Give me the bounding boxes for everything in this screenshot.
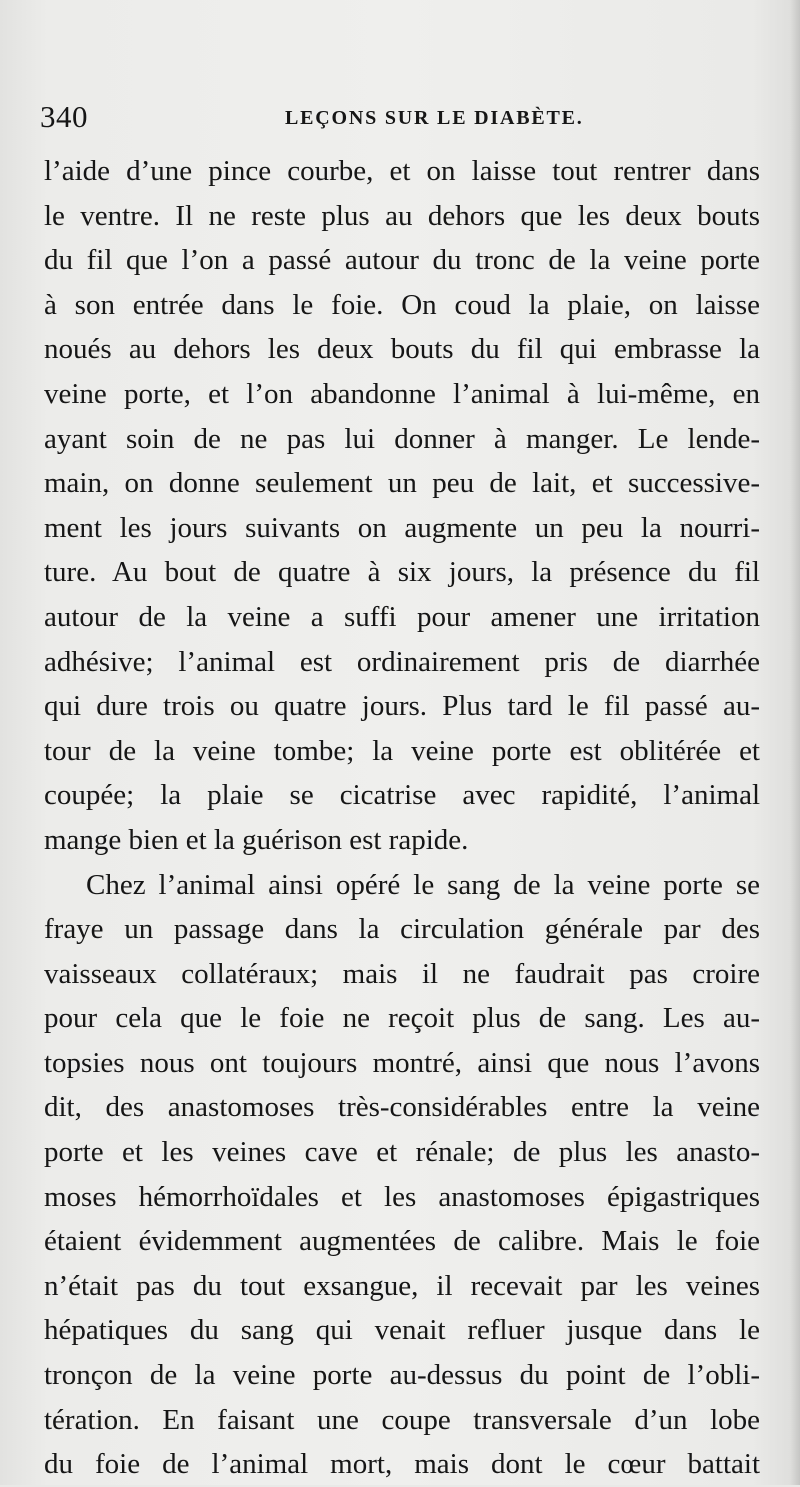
text-line: qui dure trois ou quatre jours. Plus tard le fil passé au-: [44, 690, 760, 723]
text-line: à son entrée dans le foie. On coud la plaie, on laisse: [44, 288, 760, 321]
page-header: [40, 100, 760, 140]
page-edge-shadow: [790, 0, 800, 1485]
paragraph-first-line: Chez l’animal ainsi opéré le sang de la veine porte se: [86, 868, 760, 901]
text-line: le ventre. Il ne reste plus au dehors que les deux bouts: [44, 199, 760, 232]
text-line: ayant soin de ne pas lui donner à manger. Le lende-: [44, 422, 760, 455]
body-text: [44, 149, 760, 1487]
text-line: ment les jours suivants on augmente un peu la nourri-: [44, 511, 760, 544]
paragraph-end-line: mange bien et la guérison est rapide.: [44, 823, 469, 856]
text-line: veine porte, et l’on abandonne l’animal à lui-même, en: [44, 377, 760, 410]
text-line: l’aide d’une pince courbe, et on laisse tout rentrer dans: [44, 155, 760, 187]
text-line: étaient évidemment augmentées de calibre. Mais le foie: [44, 1225, 760, 1258]
text-line: n’était pas du tout exsangue, il recevait par les veines: [44, 1269, 760, 1302]
text-line: vaisseaux collatéraux; mais il ne faudrait pas croire: [44, 957, 760, 990]
text-line: coupée; la plaie se cicatrise avec rapidité, l’animal: [44, 779, 760, 812]
text-line: noués au dehors les deux bouts du fil qui embrasse la: [44, 333, 760, 366]
text-line: hépatiques du sang qui venait refluer jusque dans le: [44, 1314, 760, 1347]
text-line: tronçon de la veine porte au-dessus du point de l’obli-: [44, 1359, 760, 1392]
text-line: autour de la veine a suffi pour amener une irritation: [44, 600, 760, 633]
text-line: tour de la veine tombe; la veine porte est oblitérée et: [44, 734, 760, 767]
text-line: tération. En faisant une coupe transversale d’un lobe: [44, 1403, 760, 1436]
text-line: dit, des anastomoses très-considérables entre la veine: [44, 1091, 760, 1124]
text-line: adhésive; l’animal est ordinairement pris de diarrhée: [44, 645, 760, 678]
text-line: du foie de l’animal mort, mais dont le cœur battait: [44, 1448, 760, 1481]
text-line: fraye un passage dans la circulation générale par des: [44, 913, 760, 946]
text-line: porte et les veines cave et rénale; de plus les anasto-: [44, 1136, 760, 1169]
text-line: topsies nous ont toujours montré, ainsi que nous l’avons: [44, 1046, 760, 1079]
running-title: LEÇONS SUR LE DIABÈTE.: [285, 107, 584, 129]
page-number: 340: [40, 99, 88, 134]
text-line: pour cela que le foie ne reçoit plus de sang. Les au-: [44, 1002, 760, 1035]
text-line: moses hémorrhoïdales et les anastomoses épigastriques: [44, 1180, 760, 1213]
text-line: du fil que l’on a passé autour du tronc de la veine porte: [44, 244, 760, 277]
text-line: main, on donne seulement un peu de lait, et successive-: [44, 467, 760, 500]
text-line: ture. Au bout de quatre à six jours, la présence du fil: [44, 556, 760, 589]
